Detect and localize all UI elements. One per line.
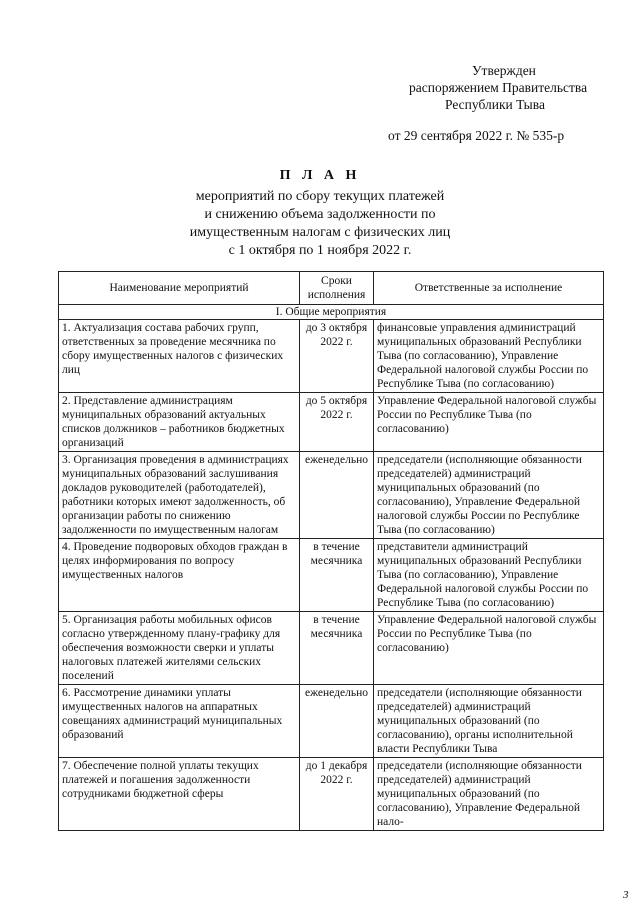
row-name: 1. Актуализация состава рабочих групп, ответственных за проведение месячника по сбору имущественных налогов с физических лиц (59, 320, 300, 393)
table-header-row (59, 272, 604, 305)
row-responsible: финансовые управления администраций муниципальных образований Республики Тыва (по согласованию), Управление Федеральной налоговой службы России по Республике Тыва (по согласованию) (374, 320, 604, 393)
row-deadline: до 1 декабря 2022 г. (300, 758, 374, 831)
header-responsible: Ответственные за исполнение (374, 272, 604, 305)
row-responsible: председатели (исполняющие обязанности председателей) администраций муниципальных образований (по согласованию), органы исполнительной власти Республики Тыва (374, 685, 604, 758)
table-row (59, 685, 604, 758)
row-responsible: Управление Федеральной налоговой службы России по Республике Тыва (по согласованию) (374, 393, 604, 452)
subtitle-line: с 1 октября по 1 ноября 2022 г. (228, 243, 412, 258)
table-row (59, 539, 604, 612)
row-deadline: в течение месячника (300, 612, 374, 685)
subtitle-line: мероприятий по сбору текущих платежей (195, 189, 445, 204)
row-name: 7. Обеспечение полной уплаты текущих платежей и погашения задолженности сотрудниками бюджетной сферы (59, 758, 300, 831)
table-row (59, 612, 604, 685)
row-deadline: еженедельно (300, 685, 374, 758)
approval-block (380, 62, 630, 144)
approval-date: от 29 сентября 2022 г. № 535-р (388, 128, 565, 143)
row-deadline: до 3 октября 2022 г. (300, 320, 374, 393)
table-row (59, 758, 604, 831)
table-row (59, 393, 604, 452)
section-title: I. Общие мероприятия (59, 305, 604, 320)
row-deadline: еженедельно (300, 452, 374, 539)
table-row (59, 320, 604, 393)
subtitle-line: имущественным налогам с физических лиц (189, 225, 451, 240)
page-number: 3 (623, 889, 629, 901)
row-responsible: Управление Федеральной налоговой службы России по Республике Тыва (по согласованию) (374, 612, 604, 685)
section-row (59, 305, 604, 320)
row-deadline: в течение месячника (300, 539, 374, 612)
row-name: 4. Проведение подворовых обходов граждан в целях информирования по вопросу имущественных налогов (59, 539, 300, 612)
table-row (59, 452, 604, 539)
row-name: 3. Организация проведения в администрациях муниципальных образований заслушивания докладов руководителей (работодателей), работники которых имеют задолженность, об организации работы по снижению задолженности по имущественным налогам (59, 452, 300, 539)
row-responsible: представители администраций муниципальных образований Республики Тыва (по согласованию), Управление Федеральной налоговой службы России по Республике Тыва (по согласованию) (374, 539, 604, 612)
header-deadline: Сроки исполнения (300, 272, 374, 305)
row-name: 6. Рассмотрение динамики уплаты имущественных налогов на аппаратных совещаниях администраций муниципальных образований (59, 685, 300, 758)
document-subtitle (60, 188, 580, 260)
subtitle-line: и снижению объема задолженности по (204, 207, 436, 222)
approval-line-3: Республики Тыва (445, 97, 545, 112)
row-name: 2. Представление администрациям муниципальных образований актуальных списков должников – работников бюджетных организаций (59, 393, 300, 452)
row-responsible: председатели (исполняющие обязанности председателей) администраций муниципальных образований (по согласованию), Управление Федеральной налоговой службы России по Республике Тыва (по согласованию) (374, 452, 604, 539)
row-name: 5. Организация работы мобильных офисов согласно утвержденному плану-графику для обеспечения возможности сверки и уплаты налоговых платежей жителями сельских поселений (59, 612, 300, 685)
header-name: Наименование мероприятий (59, 272, 300, 305)
document-title: П Л А Н (279, 168, 361, 183)
approval-line-1: Утвержден (472, 63, 536, 78)
plan-table (58, 271, 604, 831)
row-responsible: председатели (исполняющие обязанности председателей) администраций муниципальных образований (по согласованию), Управление Федеральной нало- (374, 758, 604, 831)
approval-line-2: распоряжением Правительства (409, 80, 588, 95)
row-deadline: до 5 октября 2022 г. (300, 393, 374, 452)
